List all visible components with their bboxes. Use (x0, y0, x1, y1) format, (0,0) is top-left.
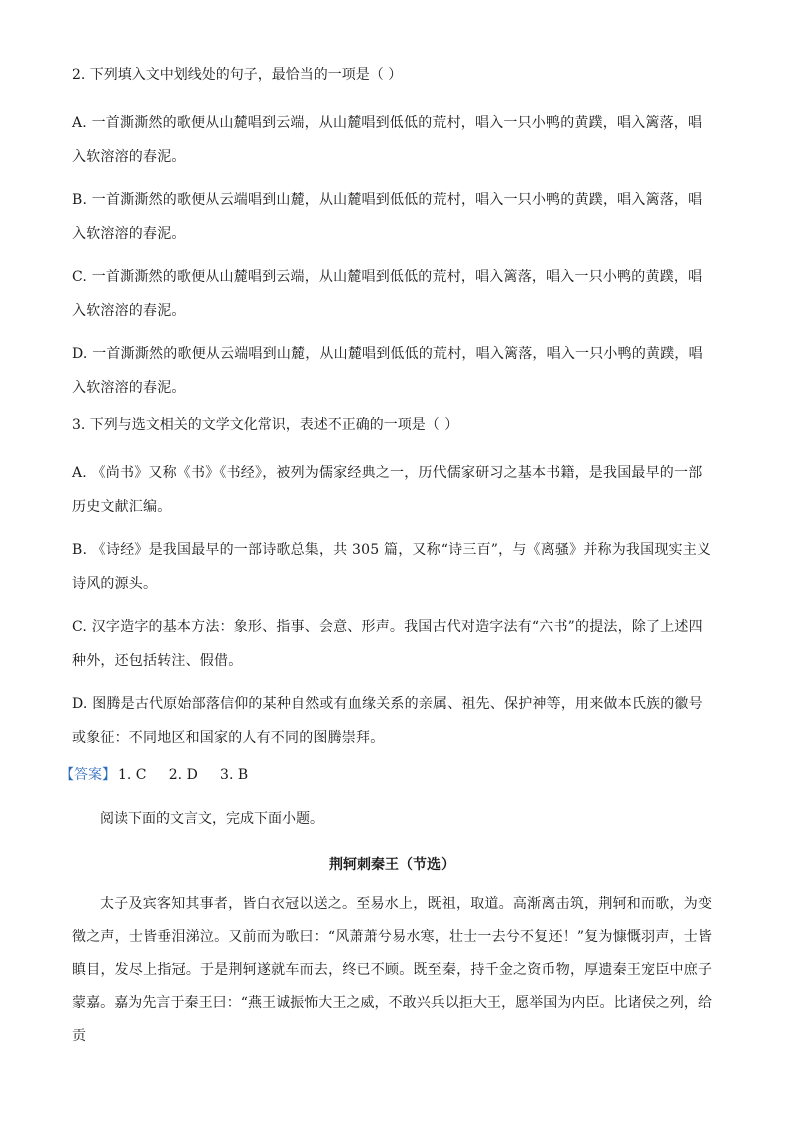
question-2-title: 2. 下列填入文中划线处的句子，最恰当的一项是（ ） (72, 67, 403, 83)
question-2-option-d: D. 一首澌澌然的歌便从云端唱到山麓，从山麓唱到低低的荒村，唱入篱落，唱入一只小鸭的黄蹼，唱入软溶溶的春泥。 (72, 346, 703, 396)
reading-instruction: 阅读下面的文言文，完成下面小题。 (100, 811, 324, 827)
answer-line (60, 764, 712, 786)
question-2-option-a: A. 一首澌澌然的歌便从山麓唱到云端，从山麓唱到低低的荒村，唱入一只小鸭的黄蹼，唱入篱落，唱入软溶溶的春泥。 (72, 115, 703, 165)
answer-tag: 【答案】 (60, 767, 116, 783)
question-3-option-c: C. 汉字造字的基本方法：象形、指事、会意、形声。我国古代对造字法有“六书”的提法，除了上述四种外，还包括转注、假借。 (72, 619, 703, 669)
question-3-option-a: A. 《尚书》又称《书》《书经》，被列为儒家经典之一，历代儒家研习之基本书籍，是我国最早的一部历史文献汇编。 (72, 465, 703, 515)
document-page (60, 64, 712, 1053)
passage-title: 荆轲刺秦王（节选） (329, 857, 455, 873)
answer-items: 1. C 2. D 3. B (118, 767, 249, 783)
question-2-option-c: C. 一首澌澌然的歌便从山麓唱到云端，从山麓唱到低低的荒村，唱入篱落，唱入一只小鸭的黄蹼，唱入软溶溶的春泥。 (72, 269, 703, 319)
question-3-option-d: D. 图腾是古代原始部落信仰的某种自然或有血缘关系的亲属、祖先、保护神等，用来做本氏族的徽号或象征：不同地区和国家的人有不同的图腾崇拜。 (72, 696, 703, 746)
question-2-option-b: B. 一首澌澌然的歌便从云端唱到山麓，从山麓唱到低低的荒村，唱入一只小鸭的黄蹼，唱入篱落，唱入软溶溶的春泥。 (72, 192, 703, 242)
question-3-title: 3. 下列与选文相关的文学文化常识，表述不正确的一项是（ ） (72, 417, 459, 433)
question-3-option-b: B. 《诗经》是我国最早的一部诗歌总集，共 305 篇，又称“诗三百”，与《离骚》并称为我国现实主义诗风的源头。 (72, 542, 712, 592)
passage-text: 太子及宾客知其事者，皆白衣冠以送之。至易水上，既祖，取道。高渐离击筑，荆轲和而歌，为变徵之声，士皆垂泪涕泣。又前而为歌曰：“风萧萧兮易水寒，壮士一去兮不复还！”复为慷慨羽声，士皆瞋目，发尽上指冠。于是荆轲遂就车而去，终已不顾。既至秦，持千金之资币物，厚遗秦王宠臣中庶子蒙嘉。嘉为先言于秦王曰：“燕王诚振怖大王之威，不敢兴兵以拒大王，愿举国为内臣。比诸侯之列，给贡 (72, 896, 712, 1044)
